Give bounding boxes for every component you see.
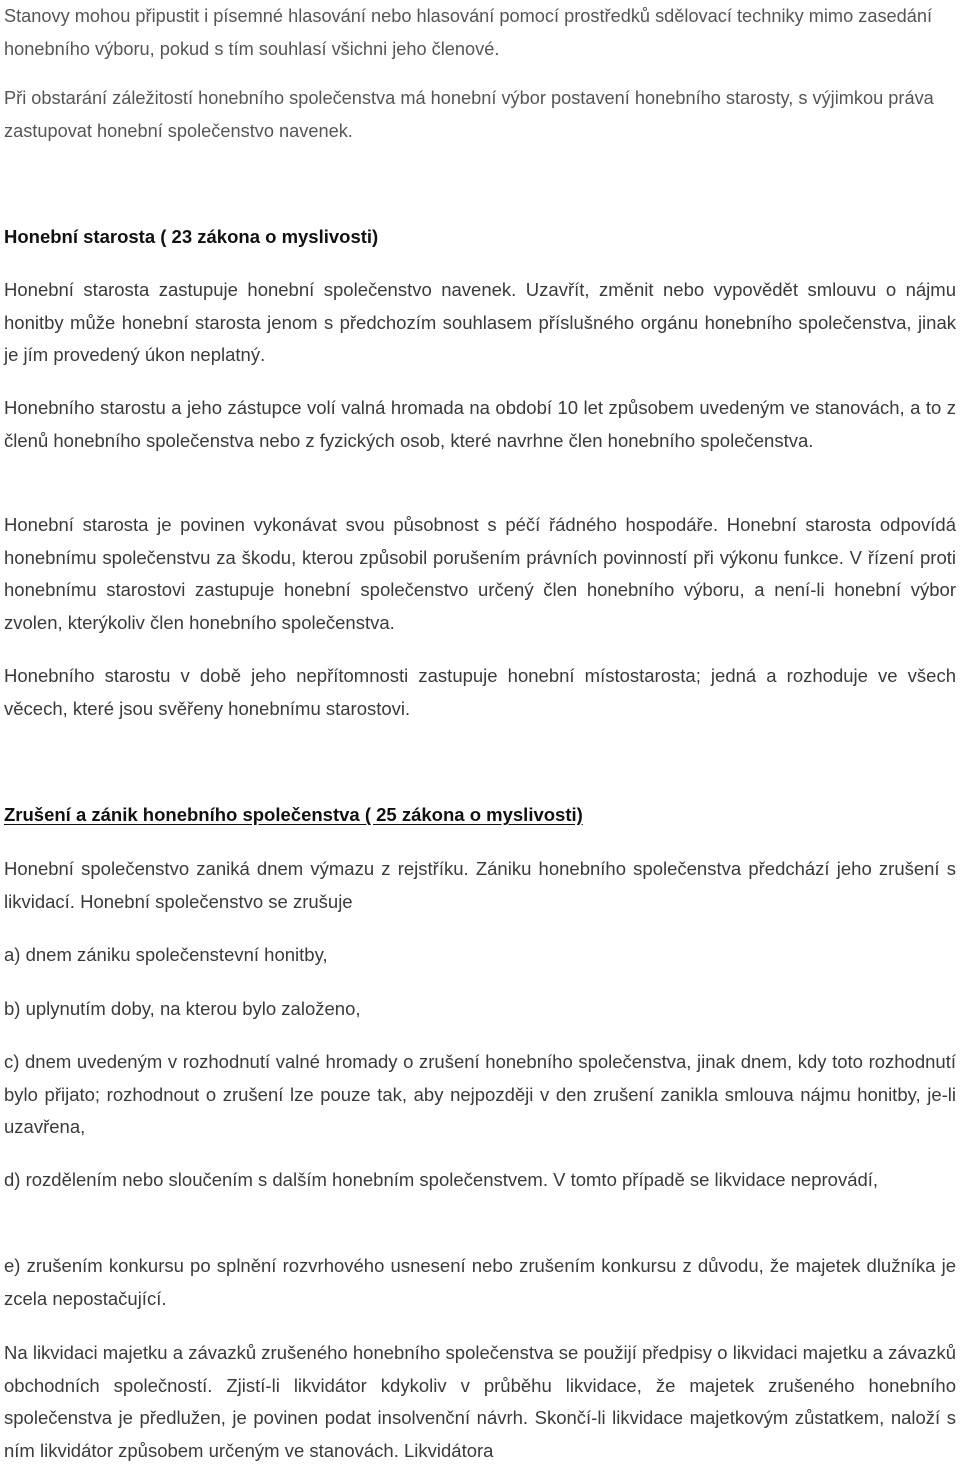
paragraph-committee-role: Při obstarání záležitostí honebního společenstva má honební výbor postavení honebního starosty, s výjimkou práva zastupovat honební společenstvo navenek. bbox=[4, 88, 934, 141]
paragraph-deputy: Honebního starostu v době jeho nepřítomnosti zastupuje honební místostarosta; jedná a rozhoduje ve všech věcech, které jsou svěřeny honebnímu starostovi. bbox=[4, 665, 956, 719]
list-item-e: e) zrušením konkursu po splnění rozvrhového usnesení nebo zrušením konkursu z důvodu, že majetek dlužníka je zcela nepostačující. bbox=[4, 1255, 956, 1309]
paragraph-dissolution-intro: Honební společenstvo zaniká dnem výmazu z rejstříku. Zániku honebního společenstva předchází jeho zrušení s likvidací. Honební společenstvo se zrušuje bbox=[4, 858, 956, 912]
section-heading-dissolution: Zrušení a zánik honebního společenstva ( 25 zákona o myslivosti) bbox=[4, 804, 583, 825]
paragraph-starosta-duties: Honební starosta je povinen vykonávat svou působnost s péčí řádného hospodáře. Honební starosta odpovídá honebnímu společenstvu za škodu, kterou způsobil porušením právních povinností při výkonu funkce. V řízení proti honebnímu starostovi zastupuje honební společenstvo určený člen honebního výboru, a není-li honební výbor zvolen, kterýkoliv člen honebního společenstva. bbox=[4, 514, 956, 633]
section-heading-starosta: Honební starosta ( 23 zákona o myslivosti) bbox=[4, 226, 379, 247]
paragraph-starosta-election: Honebního starostu a jeho zástupce volí valná hromada na období 10 let způsobem uvedeným ve stanovách, a to z členů honebního společenstva nebo z fyzických osob, které navrhne člen honebního společenstva. bbox=[4, 397, 956, 451]
list-item-d: d) rozdělením nebo sloučením s dalším honebním společenstvem. V tomto případě se likvidace neprovádí, bbox=[4, 1169, 879, 1190]
paragraph-starosta-representation: Honební starosta zastupuje honební společenstvo navenek. Uzavřít, změnit nebo vypovědět smlouvu o nájmu honitby může honební starosta jenom s předchozím souhlasem příslušného orgánu honebního společenstva, jinak je jím provedený úkon neplatný. bbox=[4, 279, 956, 366]
list-item-c: c) dnem uvedeným v rozhodnutí valné hromady o zrušení honebního společenstva, jinak dnem, kdy toto rozhodnutí bylo přijato; rozhodnout o zrušení lze pouze tak, aby nejpozději v den zrušení zanikla smlouva nájmu honitby, je-li uzavřena, bbox=[4, 1051, 956, 1138]
list-item-b: b) uplynutím doby, na kterou bylo založeno, bbox=[4, 998, 361, 1019]
list-item-a: a) dnem zániku společenstevní honitby, bbox=[4, 944, 328, 965]
paragraph-liquidation: Na likvidaci majetku a závazků zrušeného honebního společenstva se použijí předpisy o likvidaci majetku a závazků obchodních společností. Zjistí-li likvidátor kdykoliv v průběhu likvidace, že majetek zrušeného honebního společenstva je předlužen, je povinen podat insolvenční návrh. Skončí-li likvidace majetkovým zůstatkem, naloží s ním likvidátor způsobem určeným ve stanovách. Likvidátora bbox=[4, 1342, 956, 1461]
paragraph-written-voting: Stanovy mohou připustit i písemné hlasování nebo hlasování pomocí prostředků sdělovací techniky mimo zasedání honebního výboru, pokud s tím souhlasí všichni jeho členové. bbox=[4, 6, 933, 59]
